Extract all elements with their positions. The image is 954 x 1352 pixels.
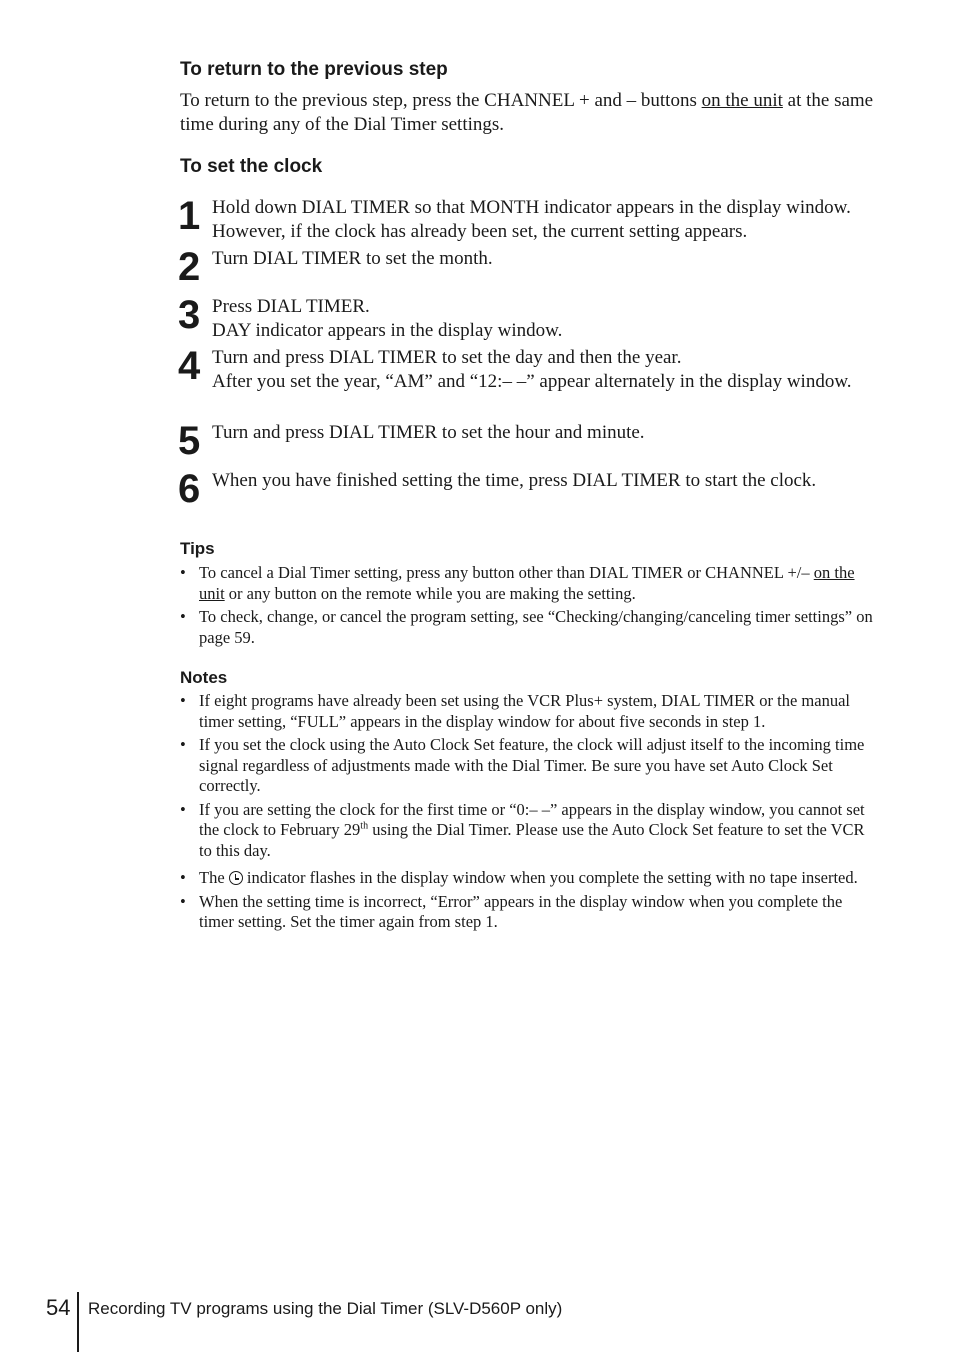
bullet: • — [180, 868, 186, 887]
bullet: • — [180, 563, 186, 582]
step-number: 5 — [178, 419, 201, 463]
list-item: • If you are setting the clock for the first time or “0:– –” appears in the display window, you cannot set the clock to February 29th using the Dial Timer. Please use the Auto Clock Set feature to set the VCR to this day. — [180, 799, 865, 860]
list-item: • If you set the clock using the Auto Clock Set feature, the clock will adjust itself to the incoming time signal regardless of adjustments made with the Dial Timer. Be sure you have set Auto Clock Set correctly. — [180, 735, 865, 795]
tips-list — [180, 563, 880, 648]
list-item: • To check, change, or cancel the program setting, see “Checking/changing/canceling timer settings” on page 59. — [180, 607, 873, 647]
footer-section-title: Recording TV programs using the Dial Timer (SLV-D560P only) — [88, 1299, 563, 1318]
step-text: Press DIAL TIMER. DAY indicator appears in the display window. — [212, 296, 563, 341]
on-the-unit-emphasis: on the unit — [199, 563, 855, 603]
on-the-unit-emphasis: on the unit — [701, 90, 783, 111]
step-text: When you have finished setting the time, press DIAL TIMER to start the clock. — [212, 470, 817, 491]
list-item: • If eight programs have already been set using the VCR Plus+ system, DIAL TIMER or the manual timer setting, “FULL” appears in the display window for about five seconds in step 1. — [180, 691, 851, 731]
page-number: 54 — [46, 1295, 71, 1320]
step-number: 3 — [178, 293, 201, 337]
step-number: 1 — [178, 194, 201, 238]
notes-heading: Notes — [180, 668, 228, 687]
step-text: Turn and press DIAL TIMER to set the day and then the year. After you set the year, “AM” and “12:– –” appear alternately in the display window. — [212, 347, 852, 392]
step-number: 6 — [178, 467, 201, 511]
step-text: Hold down DIAL TIMER so that MONTH indicator appears in the display window. However, if the clock has already been set, the current setting appears. — [212, 197, 851, 242]
clock-heading: To set the clock — [180, 156, 323, 177]
step-number: 4 — [178, 344, 201, 388]
tips-heading: Tips — [180, 539, 215, 558]
bullet: • — [180, 607, 186, 626]
footer-divider — [77, 1292, 79, 1352]
timer-clock-icon — [229, 871, 243, 885]
step-number: 2 — [178, 245, 201, 289]
bullet: • — [180, 691, 186, 710]
bullet: • — [180, 891, 186, 911]
bullet: • — [180, 735, 186, 754]
list-item: • The indicator flashes in the display window when you complete the setting with no tape inserted. — [180, 868, 858, 887]
step-text: Turn DIAL TIMER to set the month. — [212, 248, 493, 269]
notes-list — [180, 691, 880, 933]
list-item: • When the setting time is incorrect, “Error” appears in the display window when you complete the timer setting. Set the timer again from step 1. — [180, 891, 843, 931]
return-heading: To return to the previous step — [180, 59, 448, 80]
list-item: • To cancel a Dial Timer setting, press any button other than DIAL TIMER or CHANNEL +/– on the unit or any button on the remote while you are making the setting. — [180, 563, 855, 603]
step-text: Turn and press DIAL TIMER to set the hour and minute. — [212, 422, 645, 443]
bullet: • — [180, 799, 186, 819]
return-paragraph: To return to the previous step, press the CHANNEL + and – buttons on the unit at the same time during any of the Dial Timer settings. — [180, 90, 874, 135]
